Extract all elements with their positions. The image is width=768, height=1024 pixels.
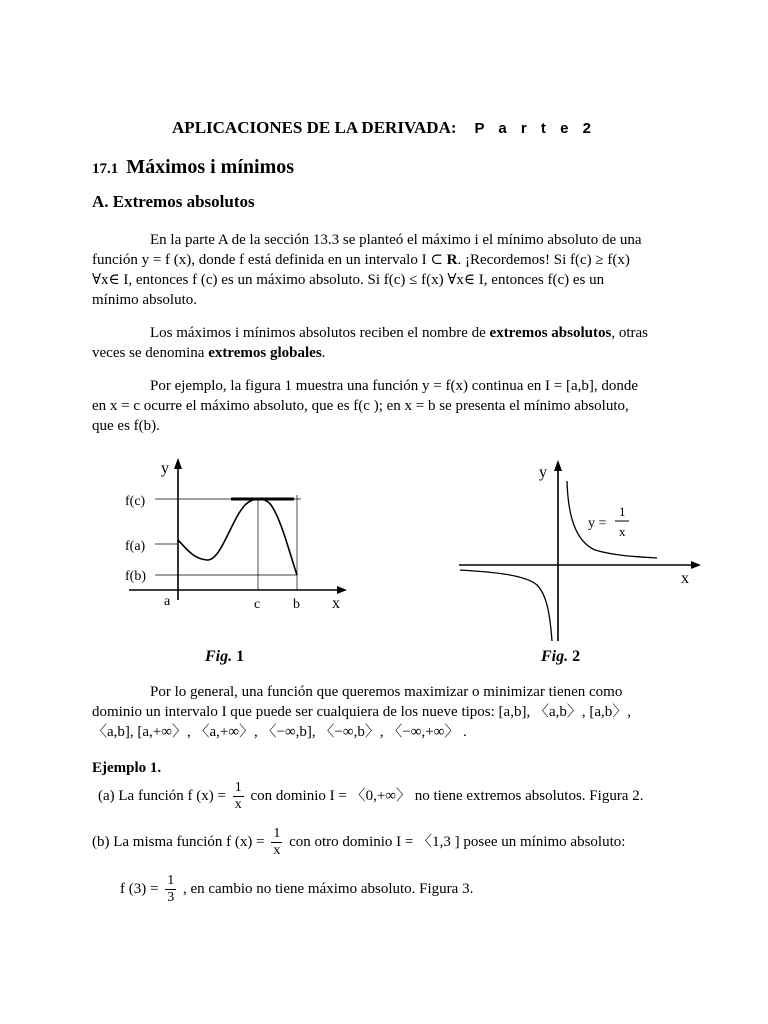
- p2-c: , otras: [611, 325, 649, 341]
- fig2-y-arrow: [554, 460, 562, 471]
- fig1-label-y: y: [161, 460, 169, 477]
- fig2-eq-numerator: 1: [619, 504, 626, 519]
- ex-a-post: con dominio I = 〈0,+∞〉 no tiene extremos absolutos. Figura 2.: [250, 787, 644, 804]
- fig1-x-arrow: [337, 586, 347, 594]
- fig1-label-fc: f(c): [125, 494, 146, 509]
- figure-2-graph: [455, 455, 705, 645]
- ex-a-pre: (a) La función f (x) =: [98, 787, 226, 804]
- ex-b-post: con otro dominio I = 〈1,3 ] posee un mínimo absoluto:: [289, 833, 626, 850]
- paragraph-3: [92, 376, 698, 436]
- ex-a-numerator: 1: [234, 780, 242, 795]
- p1-line4: mínimo absoluto.: [92, 292, 197, 308]
- ex-c-denominator: 3: [167, 890, 175, 905]
- paragraph-4: [92, 682, 698, 742]
- example-line-a: [98, 780, 643, 813]
- example-line-c: [120, 873, 473, 906]
- example-heading: Ejemplo 1.: [92, 760, 162, 776]
- ex-b-numerator: 1: [273, 826, 281, 841]
- p2-bold-1: extremos absolutos: [489, 325, 612, 341]
- ex-c-post: , en cambio no tiene máximo absoluto. Figura 3.: [182, 880, 474, 897]
- p2-bold-2: extremos globales: [208, 345, 322, 361]
- fig2-eq-label: y =: [588, 516, 607, 531]
- fig1-label-fa: f(a): [125, 539, 146, 554]
- fig2-caption-italic: Fig.: [541, 648, 569, 665]
- p4-line2: dominio un intervalo I que puede ser cualquiera de los nueve tipos: [a,b], 〈a,b〉, [a,b〉,: [92, 704, 632, 720]
- fig1-caption-number: 1: [236, 648, 245, 665]
- p4-line1: Por lo general, una función que queremos maximizar o minimizar tienen como: [150, 684, 623, 700]
- section-heading: [92, 156, 294, 179]
- p1-line1: En la parte A de la sección 13.3 se planteó el máximo i el mínimo absoluto de una: [150, 232, 642, 248]
- paragraph-2: [92, 323, 698, 363]
- fig2-curve-negative: [460, 570, 552, 641]
- fig1-caption-italic: Fig.: [205, 648, 233, 665]
- fig1-label-b: b: [293, 597, 300, 612]
- p4-line3: 〈a,b], [a,+∞〉, 〈a,+∞〉, 〈−∞,b], 〈−∞,b〉, 〈−∞,+∞〉 .: [92, 724, 467, 740]
- fig1-label-fb: f(b): [125, 569, 146, 584]
- fig2-x-arrow: [691, 561, 701, 569]
- ex-b-denominator: x: [273, 843, 281, 858]
- p2-e: .: [321, 345, 326, 361]
- fig2-caption-number: 2: [572, 648, 581, 665]
- ex-c-fraction: [165, 873, 176, 906]
- title-main: APLICACIONES DE LA DERIVADA:: [172, 118, 457, 137]
- fig2-label-x: x: [681, 570, 689, 587]
- p3-line2: en x = c ocurre el máximo absoluto, que es f(c ); en x = b se presenta el mínimo absoluto,: [92, 398, 629, 414]
- ex-c-numerator: 1: [167, 873, 175, 888]
- fig1-label-x: x: [332, 595, 340, 612]
- fig2-label-y: y: [539, 464, 547, 481]
- fig1-label-a: a: [164, 594, 171, 609]
- fig1-label-c: c: [254, 597, 261, 612]
- section-number: 17.1: [92, 161, 119, 177]
- figure-1-caption: [205, 648, 244, 666]
- subsection-heading: A. Extremos absolutos: [92, 192, 255, 211]
- ex-b-fraction: [271, 826, 282, 859]
- ex-a-denominator: x: [234, 797, 242, 812]
- page-title: [0, 118, 768, 138]
- fig1-curve: [178, 499, 297, 575]
- p2-d: veces se denomina: [92, 345, 209, 361]
- paragraph-1: [92, 230, 698, 310]
- p3-line1: Por ejemplo, la figura 1 muestra una función y = f(x) continua en I = [a,b], donde: [150, 378, 639, 394]
- p3-line3: que es f(b).: [92, 418, 160, 434]
- ex-b-pre: (b) La misma función f (x) =: [92, 833, 265, 850]
- example-line-b: [92, 826, 625, 859]
- fig2-curve-positive: [567, 481, 657, 558]
- p1-line2b: . ¡Recordemos! Si f(c) ≥ f(x): [457, 252, 630, 268]
- p2-a: Los máximos i mínimos absolutos reciben el nombre de: [150, 325, 490, 341]
- section-title: Máximos i mínimos: [126, 156, 295, 178]
- p1-line3: ∀x∈ I, entonces f (c) es un máximo absoluto. Si f(c) ≤ f(x) ∀x∈ I, entonces f(c) es un: [92, 272, 605, 288]
- ex-c-pre: f (3) =: [120, 880, 159, 897]
- title-part: P a r t e 2: [474, 120, 596, 137]
- fig2-eq-denominator: x: [619, 524, 626, 539]
- p1-real-set: R: [446, 252, 458, 268]
- figure-1-graph: [115, 455, 355, 615]
- ex-a-fraction: [233, 780, 244, 813]
- p1-line2a: función y = f (x), donde f está definida en un intervalo I ⊂: [92, 252, 447, 268]
- figure-2-caption: [541, 648, 580, 666]
- fig1-y-arrow: [174, 458, 182, 469]
